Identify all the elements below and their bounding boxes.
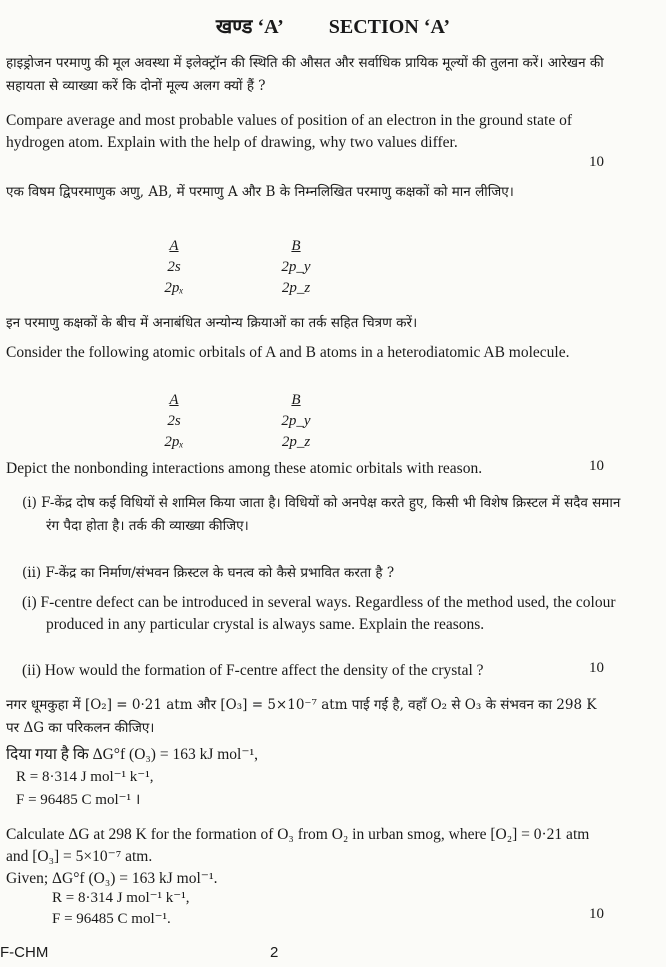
orbital-2s: 2s	[167, 413, 181, 429]
q2-english-intro: Consider the following atomic orbitals of A and B atoms in a heterodiatomic AB molecule.	[6, 344, 570, 361]
orbital-2pz: 2p_z	[281, 280, 311, 296]
paper-code: F-CHM	[0, 944, 49, 961]
q4-hindi-r: R = 8·314 J mol⁻¹ k⁻¹,	[16, 769, 154, 785]
orbitals-b-english	[276, 390, 316, 453]
atom-b-label: B	[291, 238, 301, 254]
atom-a-label: A	[169, 392, 179, 408]
q2-hindi-task: इन परमाणु कक्षकों के बीच में अनाबंधित अन्योन्य क्रियाओं का तर्क सहित चित्रण करें।	[6, 315, 418, 331]
orbitals-b-hindi	[276, 236, 316, 299]
q4-english-f: F = 96485 C mol⁻¹.	[52, 911, 171, 927]
q1-hindi: हाइड्रोजन परमाणु की मूल अवस्था में इलेक्ट्रॉन की स्थिति की औसत और सर्वाधिक प्रायिक मूल्यों की तुलना करें। आरेखन की सहायता से व्याख्या करें कि दोनों मूल्य अलग क्यों हैं ?	[6, 55, 604, 94]
q1-english: Compare average and most probable values of position of an electron in the ground state of hydrogen atom. Explain with the help of drawing, why two values differ.	[6, 112, 573, 151]
orbital-2py: 2p_y	[281, 413, 311, 429]
orbitals-a-hindi	[154, 236, 194, 299]
q4-marks: 10	[589, 906, 604, 922]
q2-marks: 10	[589, 458, 604, 474]
section-heading	[0, 12, 666, 39]
q4-hindi-f: F = 96485 C mol⁻¹ ।	[16, 792, 141, 808]
atom-a-label: A	[169, 238, 179, 254]
q2-hindi-intro: एक विषम द्विपरमाणुक अणु, AB, में परमाणु A और B के निम्नलिखित परमाणु कक्षकों को मान लीजिए।	[6, 184, 514, 200]
q3-hindi-part-ii: (ii) F-केंद्र का निर्माण/संभवन क्रिस्टल के घनत्व को कैसे प्रभावित करता है ?	[22, 565, 395, 581]
q3-english-part-ii: (ii) How would the formation of F-centre affect the density of the crystal ?	[22, 662, 484, 679]
q3-english-part-i: (i) F-centre defect can be introduced in several ways. Regardless of the method used, the colour produced in any particular crystal is always same. Explain the reasons.	[22, 594, 616, 633]
orbital-2s: 2s	[167, 259, 181, 275]
orbital-2px: 2pₓ	[164, 280, 184, 296]
orbital-2pz: 2p_z	[281, 434, 311, 450]
orbitals-a-english	[154, 390, 194, 453]
orbital-2py: 2p_y	[281, 259, 311, 275]
q3-hindi-part-i: (i) F-केंद्र दोष कई विधियों से शामिल किया जाता है। विधियों को अनपेक्ष करते हुए, किसी भी विशेष क्रिस्टल में सदैव समान रंग पैदा होता है। तर्क की व्याख्या कीजिए।	[22, 495, 621, 534]
section-heading-hindi: खण्ड ‘A’	[215, 16, 284, 38]
q4-english-r: R = 8·314 J mol⁻¹ k⁻¹,	[52, 890, 190, 906]
q4-hindi-given: दिया गया है कि ΔG°f (O₃) = 163 kJ mol⁻¹,	[6, 746, 259, 763]
section-heading-english: SECTION ‘A’	[328, 16, 451, 38]
q4-hindi: नगर धूमकुहा में [O₂] = 0·21 atm और [O₃] = 5×10⁻⁷ atm पाई गई है, वहाँ O₂ से O₃ के संभवन का 298 K पर ΔG का परिकलन कीजिए।	[6, 697, 597, 736]
q4-english: Calculate ΔG at 298 K for the formation of O₃ from O₂ in urban smog, where [O₂] = 0·21 atm and [O₃] = 5×10⁻⁷ atm.	[6, 826, 590, 865]
q2-english-task: Depict the nonbonding interactions among these atomic orbitals with reason.	[6, 460, 483, 477]
q4-english-given: Given; ΔG°f (O₃) = 163 kJ mol⁻¹.	[6, 870, 218, 887]
page-number: 2	[270, 944, 279, 961]
orbital-2px: 2pₓ	[164, 434, 184, 450]
q1-marks: 10	[589, 154, 604, 170]
atom-b-label: B	[291, 392, 301, 408]
q3-marks: 10	[589, 660, 604, 676]
